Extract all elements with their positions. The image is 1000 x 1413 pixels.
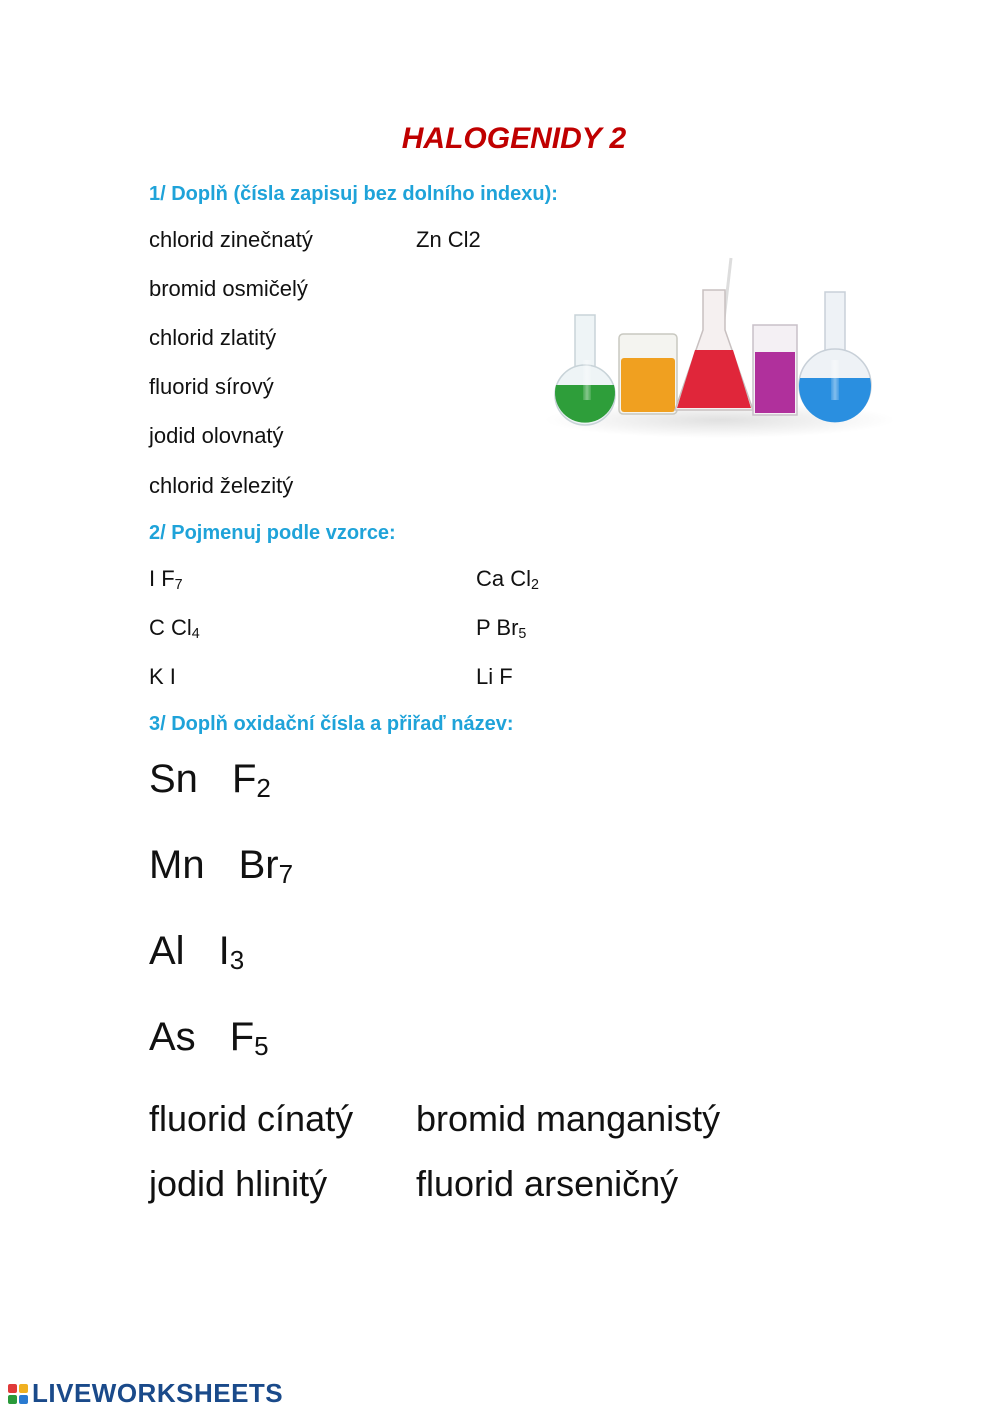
red-erlenmeyer: [675, 258, 753, 410]
s2-formula-2: Ca $Cl_2$: [476, 566, 539, 593]
s1-name-4: fluorid sírový: [149, 374, 274, 399]
lab-flasks-image: [545, 250, 905, 450]
s3-name-4[interactable]: fluorid arseničný: [416, 1163, 679, 1204]
logo-text: LIVEWORKSHEETS: [32, 1378, 284, 1408]
blue-flask: [799, 292, 871, 422]
s2-formula-5: K I: [149, 664, 176, 689]
s1-answer-1[interactable]: Zn Cl2: [416, 227, 481, 252]
s3-formula-4: As $F_5$: [149, 1015, 269, 1062]
liveworksheets-logo: [8, 1378, 283, 1409]
logo-icon: [8, 1384, 28, 1404]
s2-formula-4: P $Br_5$: [476, 615, 527, 642]
s1-name-3: chlorid zlatitý: [149, 325, 277, 350]
s2-formula-3: C $Cl_4$: [149, 615, 200, 642]
s1-name-1: chlorid zinečnatý: [149, 227, 313, 252]
orange-beaker: [619, 334, 677, 414]
s3-name-1[interactable]: fluorid cínatý: [149, 1098, 354, 1139]
s3-name-3[interactable]: jodid hlinitý: [149, 1163, 328, 1204]
s1-name-5: jodid olovnatý: [149, 423, 284, 448]
s3-name-2[interactable]: bromid manganistý: [416, 1098, 721, 1139]
s3-formula-2: Mn $Br_7$: [149, 843, 294, 890]
page-title: HALOGENIDY 2: [401, 122, 627, 155]
s2-formula-6: Li F: [476, 664, 513, 689]
purple-cylinder: [753, 325, 797, 415]
section1-heading: 1/ Doplň (čísla zapisuj bez dolního indexu):: [149, 183, 558, 205]
s1-name-2: bromid osmičelý: [149, 276, 308, 301]
section3-heading: 3/ Doplň oxidační čísla a přiřaď název:: [149, 713, 514, 735]
s3-formula-1: Sn $F_2$: [149, 757, 271, 804]
section2-heading: 2/ Pojmenuj podle vzorce:: [149, 522, 396, 544]
s1-name-6: chlorid železitý: [149, 473, 294, 498]
s2-formula-1: I $F_7$: [149, 566, 183, 593]
s3-formula-3: Al $I_3$: [149, 929, 245, 976]
